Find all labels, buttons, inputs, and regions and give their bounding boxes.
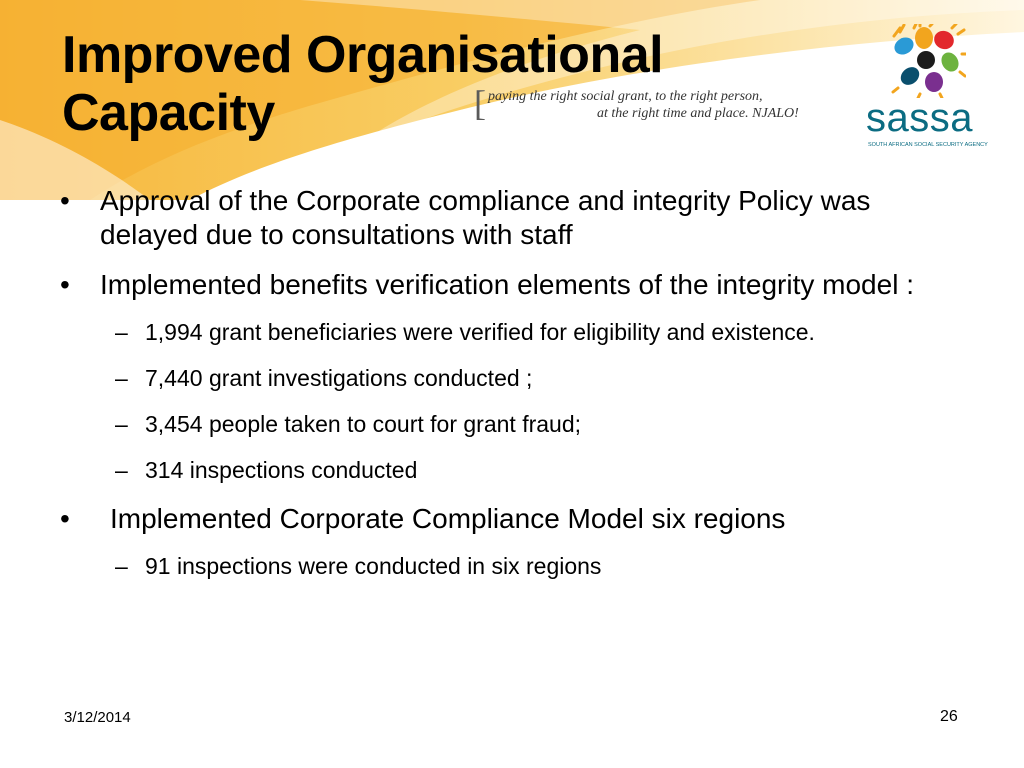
tagline-bracket: [ [474,83,486,123]
tagline [474,83,814,126]
bullet-marker: • [60,503,70,534]
page-number: 26 [940,708,958,725]
sassa-wordmark: sassa [866,96,973,140]
sassa-hands-logo-icon [890,24,966,98]
sub-bullet-marker: – [115,553,128,579]
title-line-1: Improved Organisational [62,26,664,84]
bullet-text: Approval of the Corporate compliance and integrity Policy was delayed due to consultations with staff [100,185,871,250]
bullet-text: Implemented Corporate Compliance Model six regions [110,503,786,534]
sub-bullet-marker: – [115,411,128,437]
bullet-item [60,268,960,302]
sub-bullet-item [60,318,960,347]
bullet-marker: • [60,185,70,216]
sub-bullet-item [60,552,960,581]
bullet-marker: • [60,269,70,300]
bullet-item [60,184,960,252]
tagline-line-2: at the right time and place. NJALO! [597,106,799,121]
agency-name: SOUTH AFRICAN SOCIAL SECURITY AGENCY [868,142,988,148]
sub-bullet-text: 91 inspections were conducted in six regions [145,553,602,579]
tagline-line-1: paying the right social grant, to the right person, [488,89,763,104]
sub-bullet-marker: – [115,319,128,345]
footer-date: 3/12/2014 [64,709,131,726]
sassa-logo [860,24,994,154]
sub-bullet-text: 7,440 grant investigations conducted ; [145,365,533,391]
sub-bullet-text: 1,994 grant beneficiaries were verified for eligibility and existence. [145,319,815,345]
sub-bullet-item [60,364,960,393]
slide-body [60,184,960,598]
bullet-item [60,502,960,536]
sub-bullet-text: 3,454 people taken to court for grant fraud; [145,411,582,437]
bullet-text: Implemented benefits verification elements of the integrity model : [100,269,914,300]
sub-bullet-item [60,410,960,439]
sub-bullet-marker: – [115,457,128,483]
title-line-2: Capacity [62,84,275,142]
sub-bullet-item [60,456,960,485]
sub-bullet-marker: – [115,365,128,391]
sub-bullet-text: 314 inspections conducted [145,457,418,483]
